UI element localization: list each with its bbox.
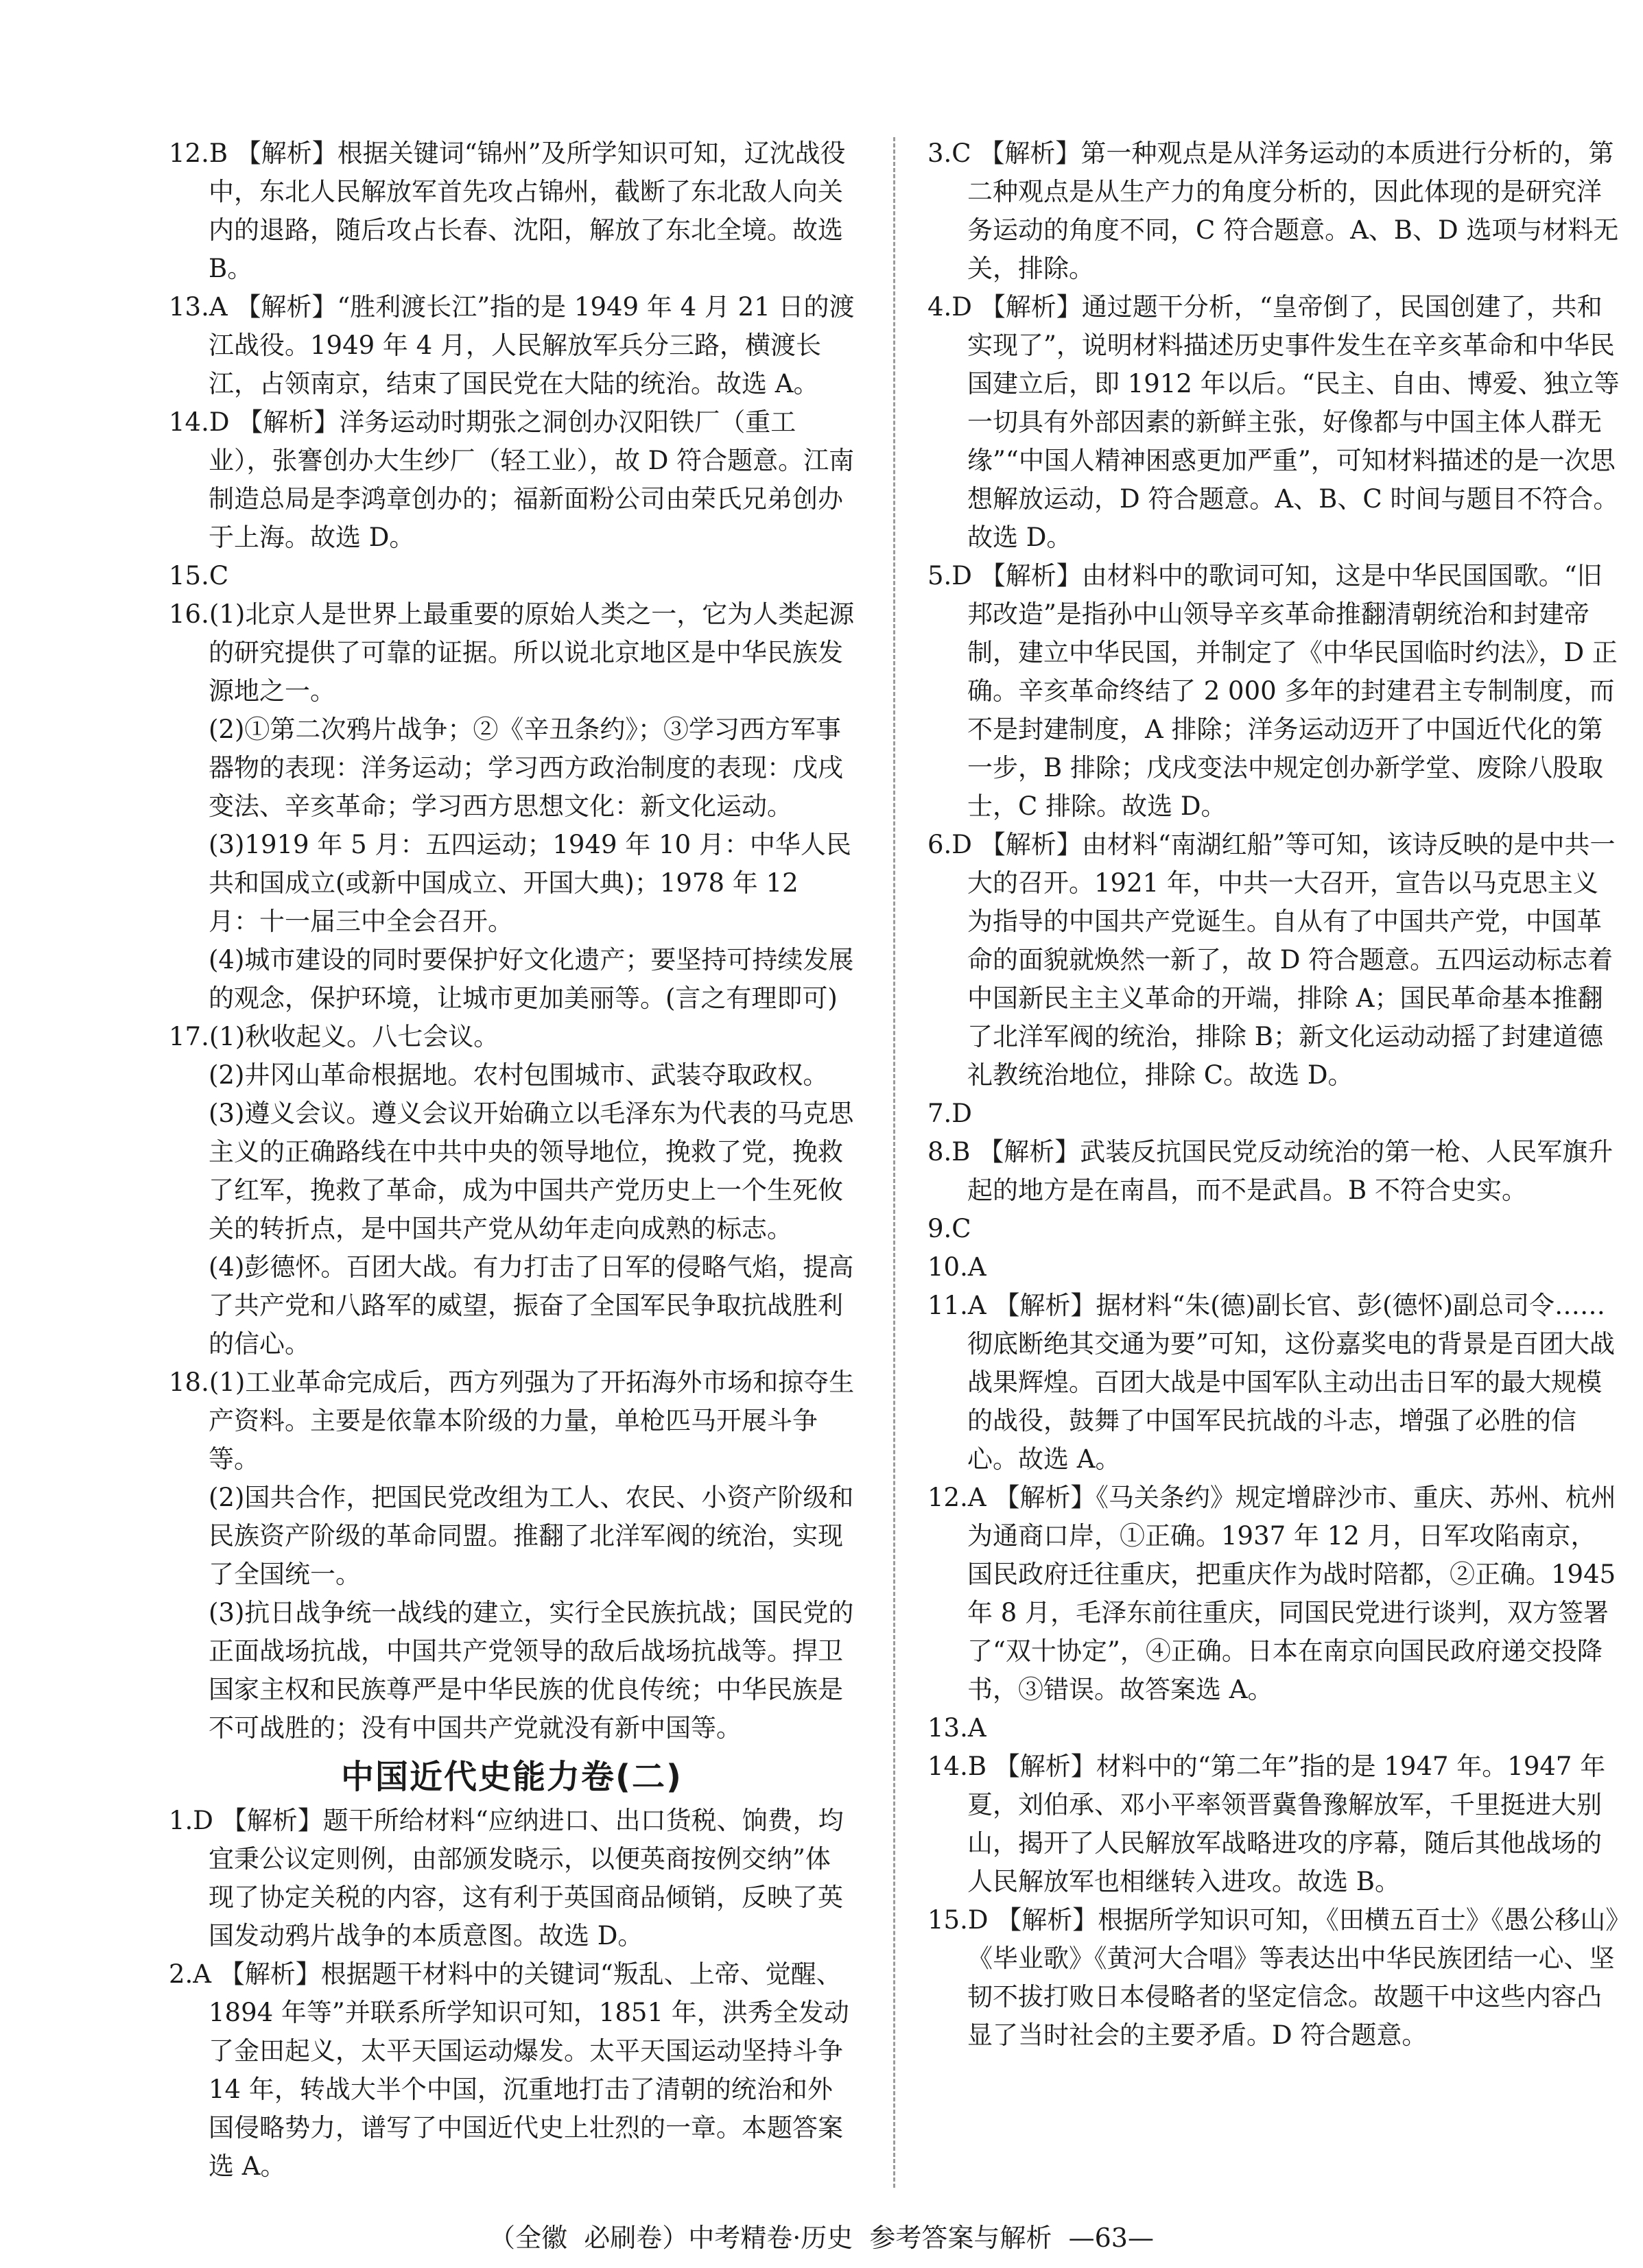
answer-item: 4.D 【解析】通过题干分析，“皇帝倒了，民国创建了，共和实现了”，说明材料描述历史事件发生在辛亥革命和中华民国建立后，即 1912 年以后。“民主、自由、博爱、独立等一切具有外部因素的新鲜主张，好像都与中国主体人群无缘”“中国人精神困惑更加严重”，可知材料描述的是一次思想解放运动，D 符合题意。A、B、C 时间与题目不符合。故选 D。 [927,292,1620,552]
answer-16-part3: (3)1919 年 5 月：五四运动；1949 年 10 月：中华人民共和国成立(或新中国成立、开国大典)；1978 年 12 月：十一届三中全会召开。 [209,830,851,936]
answer-item: 10.A [927,1252,986,1282]
answer-item: 14.D 【解析】洋务运动时期张之洞创办汉阳铁厂（重工业），张謇创办大生纱厂（轻工业），故 D 符合题意。江南制造总局是李鸿章创办的；福新面粉公司由荣氏兄弟创办于上海。故选 D。 [169,407,855,552]
answer-item: 6.D 【解析】由材料“南湖红船”等可知，该诗反映的是中共一大的召开。1921 年，中共一大召开，宣告以马克思主义为指导的中国共产党诞生。自从有了中国共产党，中国革命的面貌就焕然一新了，故 D 符合题意。五四运动标志着中国新民主主义革命的开端，排除 A；国民革命基本推翻了北洋军阀的统治，排除 B；新文化运动动摇了封建道德礼教统治地位，排除 C。故选 D。 [927,830,1616,1090]
answer-item: 3.C 【解析】第一种观点是从洋务运动的本质进行分析的，第二种观点是从生产力的角度分析的，因此体现的是研究洋务运动的角度不同，C 符合题意。A、B、D 选项与材料无关，排除。 [927,139,1619,283]
answer-item: 12.B 【解析】根据关键词“锦州”及所学知识可知，辽沈战役中，东北人民解放军首先攻占锦州，截断了东北敌人向关内的退路，随后攻占长春、沈阳，解放了东北全境。故选 B。 [169,139,846,283]
answer-item: 2.A 【解析】根据题干材料中的关键词“叛乱、上帝、觉醒、1894 年等”并联系所学知识可知，1851 年，洪秀全发动了金田起义，太平天国运动爆发。太平天国运动坚持斗争 14 年，转战大半个中国，沉重地打击了清朝的统治和外国侵略势力，谱写了中国近代史上壮烈的一章。本题答案选 A。 [169,1959,849,2181]
column-divider [893,137,895,2188]
section-title: 中国近代史能力卷(二) [341,1758,683,1796]
page-footer [0,2217,1643,2254]
answer-item: 15.C [169,561,229,590]
answer-item: 15.D 【解析】根据所学知识可知，《田横五百士》《愚公移山》《毕业歌》《黄河大合唱》等表达出中华民族团结一心、坚韧不拔打败日本侵略者的坚定信念。故题干中这些内容凸显了当时社会的主要矛盾。D 符合题意。 [927,1905,1618,2050]
answer-16-part1: 16.(1)北京人是世界上最重要的原始人类之一，它为人类起源的研究提供了可靠的证据。所以说北京地区是中华民族发源地之一。 [169,599,855,706]
answer-18-part3: (3)抗日战争统一战线的建立，实行全民族抗战；国民党的正面战场抗战，中国共产党领导的敌后战场抗战等。捍卫国家主权和民族尊严是中华民族的优良传统；中华民族是不可战胜的；没有中国共产党就没有新中国等。 [209,1598,854,1743]
answer-item: 9.C [927,1214,971,1243]
answer-item: 1.D 【解析】题干所给材料“应纳进口、出口货税、饷费，均宜秉公议定则例，由部颁发晓示，以便英商按例交纳”体现了协定关税的内容，这有利于英国商品倾销，反映了英国发动鸦片战争的本质意图。故选 D。 [169,1806,844,1950]
answer-16-part2: (2)①第二次鸦片战争；②《辛丑条约》；③学习西方军事器物的表现：洋务运动；学习西方政治制度的表现：戊戌变法、辛亥革命；学习西方思想文化：新文化运动。 [209,715,843,821]
answer-17-part4: (4)彭德怀。百团大战。有力打击了日军的侵略气焰，提高了共产党和八路军的威望，振奋了全国军民争取抗战胜利的信心。 [209,1252,854,1359]
left-column [169,134,855,2186]
answer-item: 7.D [927,1099,972,1128]
answer-17-part1: 17.(1)秋收起义。八七会议。 [169,1022,499,1051]
answer-17-part3: (3)遵义会议。遵义会议开始确立以毛泽东为代表的马克思主义的正确路线在中共中央的领导地位，挽救了党，挽救了红军，挽救了革命，成为中国共产党历史上一个生死攸关的转折点，是中国共产党从幼年走向成熟的标志。 [209,1099,854,1243]
footer-text: （全徽 必刷卷）中考精卷·历史 参考答案与解析 —63— [489,2223,1154,2253]
answer-18-part2: (2)国共合作，把国民党改组为工人、农民、小资产阶级和民族资产阶级的革命同盟。推翻了北洋军阀的统治，实现了全国统一。 [209,1483,854,1589]
answer-16-part4: (4)城市建设的同时要保护好文化遗产；要坚持可持续发展的观念，保护环境，让城市更加美丽等。(言之有理即可) [209,945,854,1013]
answer-item: 13.A 【解析】“胜利渡长江”指的是 1949 年 4 月 21 日的渡江战役。1949 年 4 月，人民解放军兵分三路，横渡长江，占领南京，结束了国民党在大陆的统治。故选 A。 [169,292,855,398]
answer-item: 12.A 【解析】《马关条约》规定增辟沙市、重庆、苏州、杭州为通商口岸，①正确。1937 年 12 月，日军攻陷南京，国民政府迁往重庆，把重庆作为战时陪都，②正确。1945 年 8 月，毛泽东前往重庆，同国民党进行谈判，双方签署了“双十协定”，④正确。日本在南京向国民政府递交投降书，③错误。故答案选 A。 [927,1483,1616,1704]
answer-17-part2: (2)井冈山革命根据地。农村包围城市、武装夺取政权。 [209,1060,829,1090]
right-column [927,134,1620,2055]
answer-item: 5.D 【解析】由材料中的歌词可知，这是中华民国国歌。“旧邦改造”是指孙中山领导辛亥革命推翻清朝统治和封建帝制，建立中华民国，并制定了《中华民国临时约法》，D 正确。辛亥革命终结了 2 000 多年的封建君主专制制度，而不是封建制度，A 排除；洋务运动迈开了中国近代化的第一步，B 排除；戊戌变法中规定创办新学堂、废除八股取士，C 排除。故选 D。 [927,561,1618,821]
answer-item: 13.A [927,1713,986,1743]
answer-18-part1: 18.(1)工业革命完成后，西方列强为了开拓海外市场和掠夺生产资料。主要是依靠本阶级的力量，单枪匹马开展斗争等。 [169,1368,855,1474]
answer-item: 14.B 【解析】材料中的“第二年”指的是 1947 年。1947 年夏，刘伯承、邓小平率领晋冀鲁豫解放军，千里挺进大别山，揭开了人民解放军战略进攻的序幕，随后其他战场的人民解放军也相继转入进攻。故选 B。 [927,1752,1606,1896]
answer-item: 11.A 【解析】据材料“朱(德)副长官、彭(德怀)副总司令……彻底断绝其交通为要”可知，这份嘉奖电的背景是百团大战战果辉煌。百团大战是中国军队主动出击日军的最大规模的战役，鼓舞了中国军民抗战的斗志，增强了必胜的信心。故选 A。 [927,1291,1615,1474]
answer-item: 8.B 【解析】武装反抗国民党反动统治的第一枪、人民军旗升起的地方是在南昌，而不是武昌。B 不符合史实。 [927,1137,1614,1205]
